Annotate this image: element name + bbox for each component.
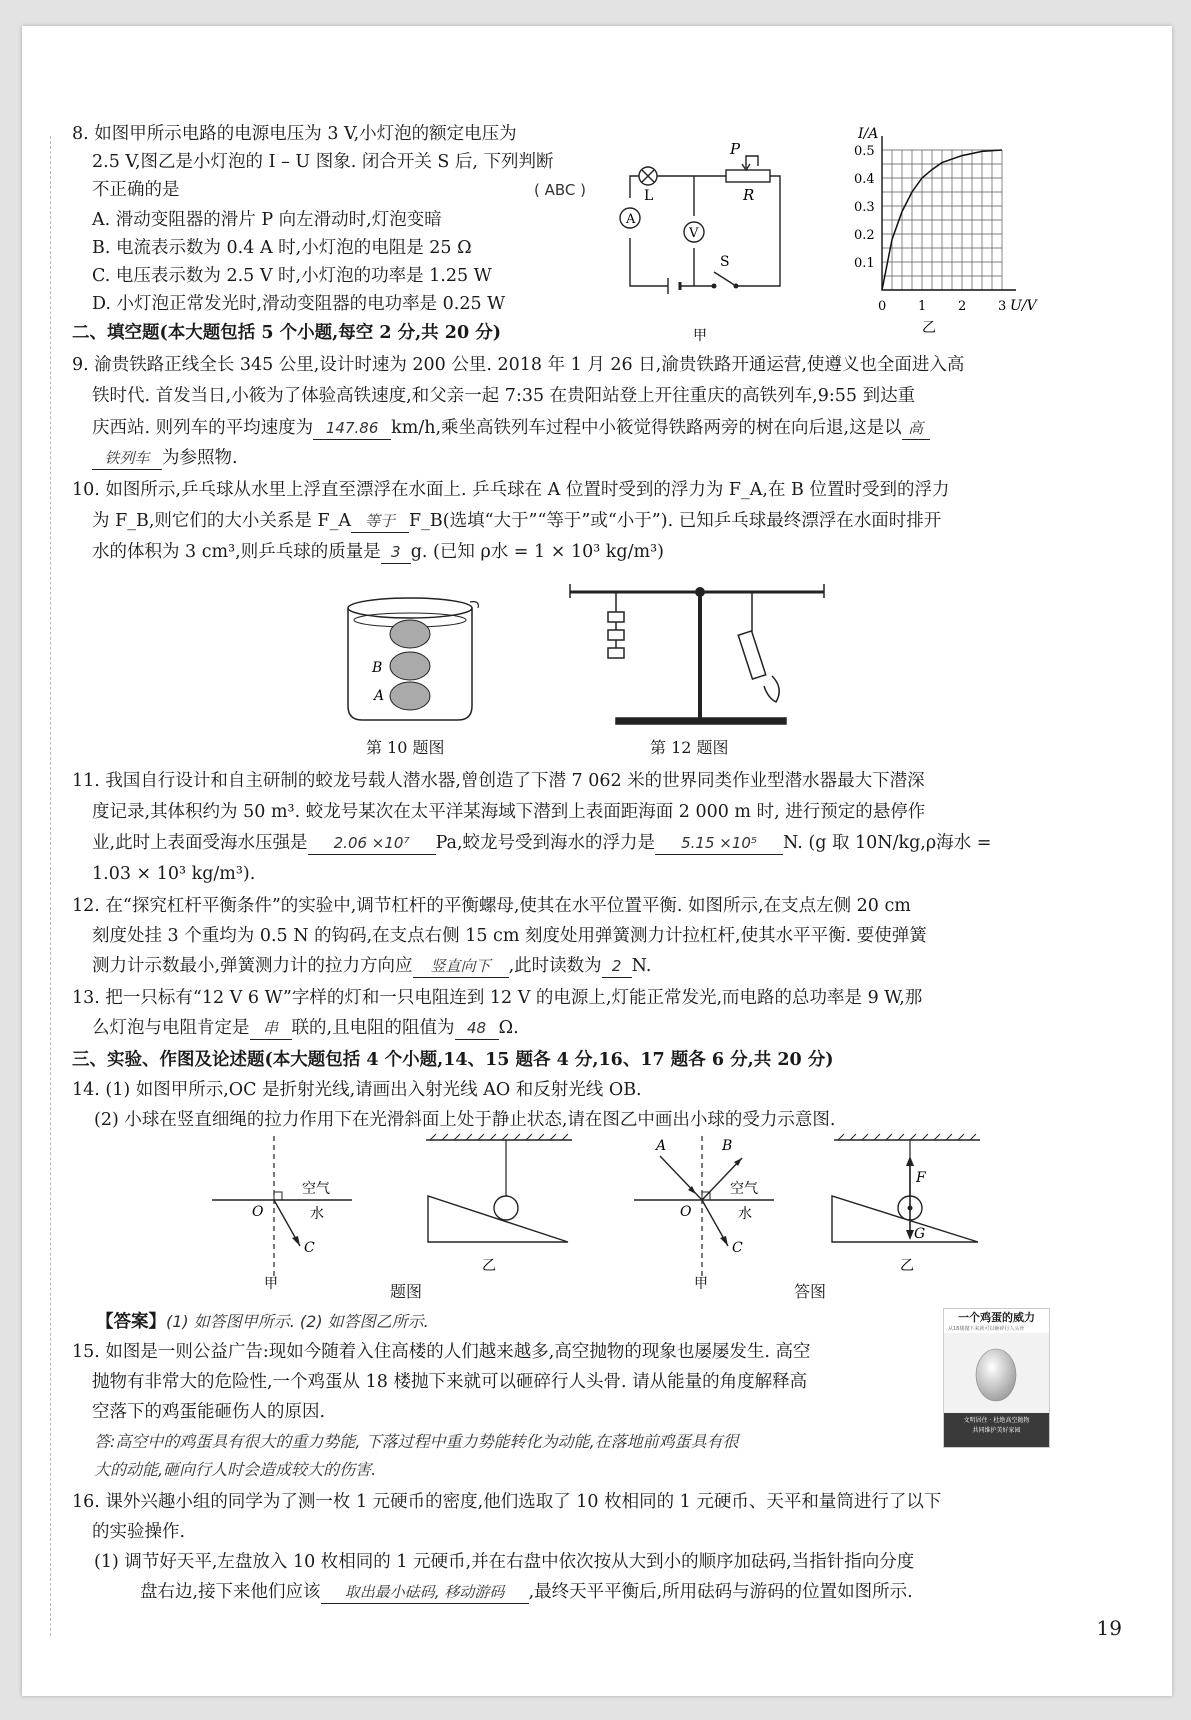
q14-ans-label-a: A [656,1138,667,1154]
psa-poster [943,1308,1050,1448]
q13-line1: 13. 把一只标有“12 V 6 W”字样的灯和一只电阻连到 12 V 的电源上,灯能正常发光,而电路的总功率是 9 W,那 [72,988,923,1008]
q14-caption-answer: 答图 [794,1282,827,1301]
q10-text-b: F_B(选填“大于”“等于”或“小于”). 已知乒乓球最终漂浮在水面时排开 [408,511,942,531]
q16-line1: 16. 课外兴趣小组的同学为了测一枚 1 元硬币的密度,他们选取了 10 枚相同的 1 元硬币、天平和量筒进行了以下 [72,1492,942,1512]
q11-answer-buoyancy: 5.15 ×10⁵ [655,832,783,855]
q13-text-c: Ω. [498,1018,519,1038]
q14-ans-label-air: 空气 [730,1181,758,1197]
q12-line1: 12. 在“探究杠杆平衡条件”的实验中,调节杠杆的平衡螺母,使其在水平位置平衡. 如图所示,在支点左侧 20 cm [72,896,911,916]
q16-line4 [140,1578,913,1606]
fig12-caption: 第 12 题图 [650,738,729,757]
ball-floating [390,620,430,648]
q8-option-d: D. 小灯泡正常发光时,滑动变阻器的电功率是 0.25 W [92,294,506,314]
ball-a [390,682,430,710]
q13-text-b: 联的,且电阻的阻值为 [291,1018,455,1038]
psa-subtitle: 从18楼抛下来就可以砸碎行人头骨 [948,1326,1025,1332]
q12-answer-reading: 2 [602,955,632,978]
q14-ans-label-g: G [914,1226,926,1242]
q10-text-c: 水的体积为 3 cm³,则乒乓球的质量是 [92,542,381,562]
q15-line1: 15. 如图是一则公益广告:现如今随着入住高楼的人们越来越多,高空抛物的现象也屡屡发生. 高空 [72,1342,811,1362]
q12-line2: 刻度处挂 3 个重均为 0.5 N 的钩码,在支点右侧 15 cm 刻度处用弹簧测力计拉杠杆,使其水平平衡. 要使弹簧 [92,926,927,946]
q14-answer-text: (1) 如答图甲所示. (2) 如答图乙所示. [166,1312,429,1331]
lever-figure [562,576,842,736]
q10-text-a: 为 F_B,则它们的大小关系是 F_A [92,511,351,531]
q8-line3: 不正确的是 [92,180,180,200]
psa-footer-line2: 共同维护美好家园 [972,1427,1021,1434]
q11-answer-pressure: 2.06 ×10⁷ [308,832,436,855]
y-tick-label: 0.1 [854,256,875,271]
y-axis-label: I/A [858,126,879,142]
y-tick-label: 0.4 [854,172,875,187]
circuit-caption: 甲 [693,328,707,344]
q14-label-yi: 乙 [482,1258,496,1274]
y-tick-label: 0.3 [854,200,875,215]
x-axis-label: U/V [1010,298,1037,314]
q14-label-o: O [252,1204,264,1220]
q12-text-a: 测力计示数最小,弹簧测力计的拉力方向应 [92,956,413,976]
q16-text-a: 盘右边,接下来他们应该 [140,1582,321,1602]
q14-line1: 14. (1) 如图甲所示,OC 是折射光线,请画出入射光线 AO 和反射光线 OB. [72,1080,642,1100]
q10-answer-relation: 等于 [351,510,409,533]
q14-ans-label-jia: 甲 [694,1276,708,1292]
q14-label-air: 空气 [302,1181,330,1197]
q14-label-water: 水 [310,1206,324,1222]
q15-line2: 抛物有非常大的危险性,一个鸡蛋从 18 楼抛下来就可以砸碎行人头骨. 请从能量的角度解释高 [92,1372,808,1392]
x-tick-label: 2 [958,299,967,314]
section-3-heading: 三、实验、作图及论述题(本大题包括 4 个小题,14、15 题各 4 分,16、17 题各 6 分,共 20 分) [72,1050,834,1070]
q14-label-jia: 甲 [264,1276,278,1292]
ball-b [390,652,430,680]
q9-answer-ref-a: 高 [902,417,930,440]
q10-answer-mass: 3 [381,541,411,564]
q9-line3 [92,414,930,442]
q16-line2: 的实验操作. [92,1522,186,1542]
q9-line1: 9. 渝贵铁路正线全长 345 公里,设计时速为 200 公里. 2018 年 1 月 26 日,渝贵铁路开通运营,使遵义也全面进入高 [72,355,965,375]
q16-line3: (1) 调节好天平,左盘放入 10 枚相同的 1 元硬币,并在右盘中依次按从大到小的顺序加砝码,当指针指向分度 [94,1552,915,1572]
q12-line3 [92,952,651,980]
q11-line1: 11. 我国自行设计和自主研制的蛟龙号载人潜水器,曾创造了下潜 7 062 米的世界同类作业型潜水器最大下潜深 [72,771,925,791]
q10-line1: 10. 如图所示,乒乓球从水里上浮直至漂浮在水面上. 乒乓球在 A 位置时受到的浮力为 F_A,在 B 位置时受到的浮力 [72,480,950,500]
q14-ans-label-o: O [680,1204,692,1220]
q9-text-c: 为参照物. [162,448,238,468]
q13-line2 [92,1014,519,1042]
q11-line4: 1.03 × 10³ kg/m³). [92,864,256,884]
psa-footer-line1: 文明居住 · 杜绝高空抛物 [963,1417,1030,1424]
q11-text-c: N. (g 取 10N/kg,ρ海水 = [783,833,992,853]
label-b: B [372,660,383,676]
q10-text-d: g. (已知 ρ水 = 1 × 10³ kg/m³) [410,542,664,562]
q12-text-b: ,此时读数为 [508,956,602,976]
q9-line4 [92,444,238,472]
q9-answer-speed: 147.86 [313,417,391,440]
psa-footer [944,1413,1049,1447]
q8-answer: ( ABC ) [534,181,587,199]
q14-caption-question: 题图 [390,1282,423,1301]
q9-text-a: 庆西站. 则列车的平均速度为 [92,418,314,438]
q15-answer-line1: 答:高空中的鸡蛋具有很大的重力势能, 下落过程中重力势能转化为动能,在落地前鸡蛋具有很 [94,1432,739,1451]
q15-line3: 空落下的鸡蛋能砸伤人的原因. [92,1402,326,1422]
page-number: 19 [1096,1616,1122,1640]
q15-answer-line2: 大的动能,砸向行人时会造成较大的伤害. [94,1460,377,1479]
q14-question-incline [422,1134,582,1274]
y-tick-label: 0.5 [854,144,875,159]
rheostat-label: R [743,186,755,204]
q13-text-a: 么灯泡与电阻肯定是 [92,1018,250,1038]
margin-line [50,136,51,1636]
q13-answer-connection: 串 [250,1017,292,1040]
q11-line2: 度记录,其体积约为 50 m³. 蛟龙号某次在太平洋某海域下潜到上表面距海面 2 000 m 时, 进行预定的悬停作 [92,802,926,822]
q14-label-c: C [304,1240,315,1256]
egg-image [944,1333,1049,1413]
slider-label: P [730,140,741,158]
q14-ans-label-b: B [722,1138,733,1154]
iu-graph [852,118,1037,336]
switch-label: S [720,254,730,270]
q14-answer-incline [830,1134,990,1274]
q8-line1: 8. 如图甲所示电路的电源电压为 3 V,小灯泡的额定电压为 [72,124,517,144]
y-tick-label: 0.2 [854,228,875,243]
q8-option-c: C. 电压表示数为 2.5 V 时,小灯泡的功率是 1.25 W [92,266,492,286]
circuit-diagram [618,140,793,344]
x-tick-label: 1 [918,299,927,314]
fig10-caption: 第 10 题图 [366,738,445,757]
graph-caption: 乙 [922,320,936,336]
q14-ans-label-f: F [916,1170,926,1186]
x-tick-label: 0 [878,299,887,314]
q8-option-a: A. 滑动变阻器的滑片 P 向左滑动时,灯泡变暗 [92,210,442,230]
q13-answer-resistance: 48 [455,1017,499,1040]
q11-text-b: Pa,蛟龙号受到海水的浮力是 [435,833,656,853]
q14-answer-label: 【答案】 [96,1312,166,1332]
x-tick-label: 3 [998,299,1007,314]
q14-question-refraction [212,1136,362,1292]
psa-title: 一个鸡蛋的威力 [958,1311,1035,1324]
q11-text-a: 业,此时上表面受海水压强是 [92,833,308,853]
beaker-figure [340,594,490,734]
voltmeter-label: V [689,226,699,241]
q9-answer-ref-b: 铁列车 [92,447,162,470]
label-a: A [374,688,385,704]
q9-line2: 铁时代. 首发当日,小筱为了体验高铁速度,和父亲一起 7:35 在贵阳站登上开往重庆的高铁列车,9:55 到达重 [92,386,916,406]
q14-ans-label-c: C [732,1240,743,1256]
q16-answer-step: 取出最小砝码, 移动游码 [321,1581,529,1604]
q10-line3 [92,538,664,566]
q10-line2 [92,507,941,535]
q14-ans-label-water: 水 [738,1206,752,1222]
q8-line2: 2.5 V,图乙是小灯泡的 I – U 图象. 闭合开关 S 后, 下列判断 [92,152,554,172]
q14-answer [96,1308,429,1336]
ammeter-label: A [626,212,636,227]
section-2-heading: 二、填空题(本大题包括 5 个小题,每空 2 分,共 20 分) [72,323,502,343]
q14-answer-refraction [634,1136,784,1292]
exam-page [22,26,1172,1696]
q12-answer-direction: 竖直向下 [413,955,509,978]
q11-line3 [92,829,991,857]
lamp-label: L [644,188,654,204]
q9-text-b: km/h,乘坐高铁列车过程中小筱觉得铁路两旁的树在向后退,这是以 [391,418,902,438]
q14-line2: (2) 小球在竖直细绳的拉力作用下在光滑斜面上处于静止状态,请在图乙中画出小球的受力示意图. [94,1110,836,1130]
q16-text-b: ,最终天平平衡后,所用砝码与游码的位置如图所示. [528,1582,913,1602]
q8-option-b: B. 电流表示数为 0.4 A 时,小灯泡的电阻是 25 Ω [92,238,472,258]
q14-ans-label-yi: 乙 [900,1258,914,1274]
q12-text-c: N. [631,956,652,976]
